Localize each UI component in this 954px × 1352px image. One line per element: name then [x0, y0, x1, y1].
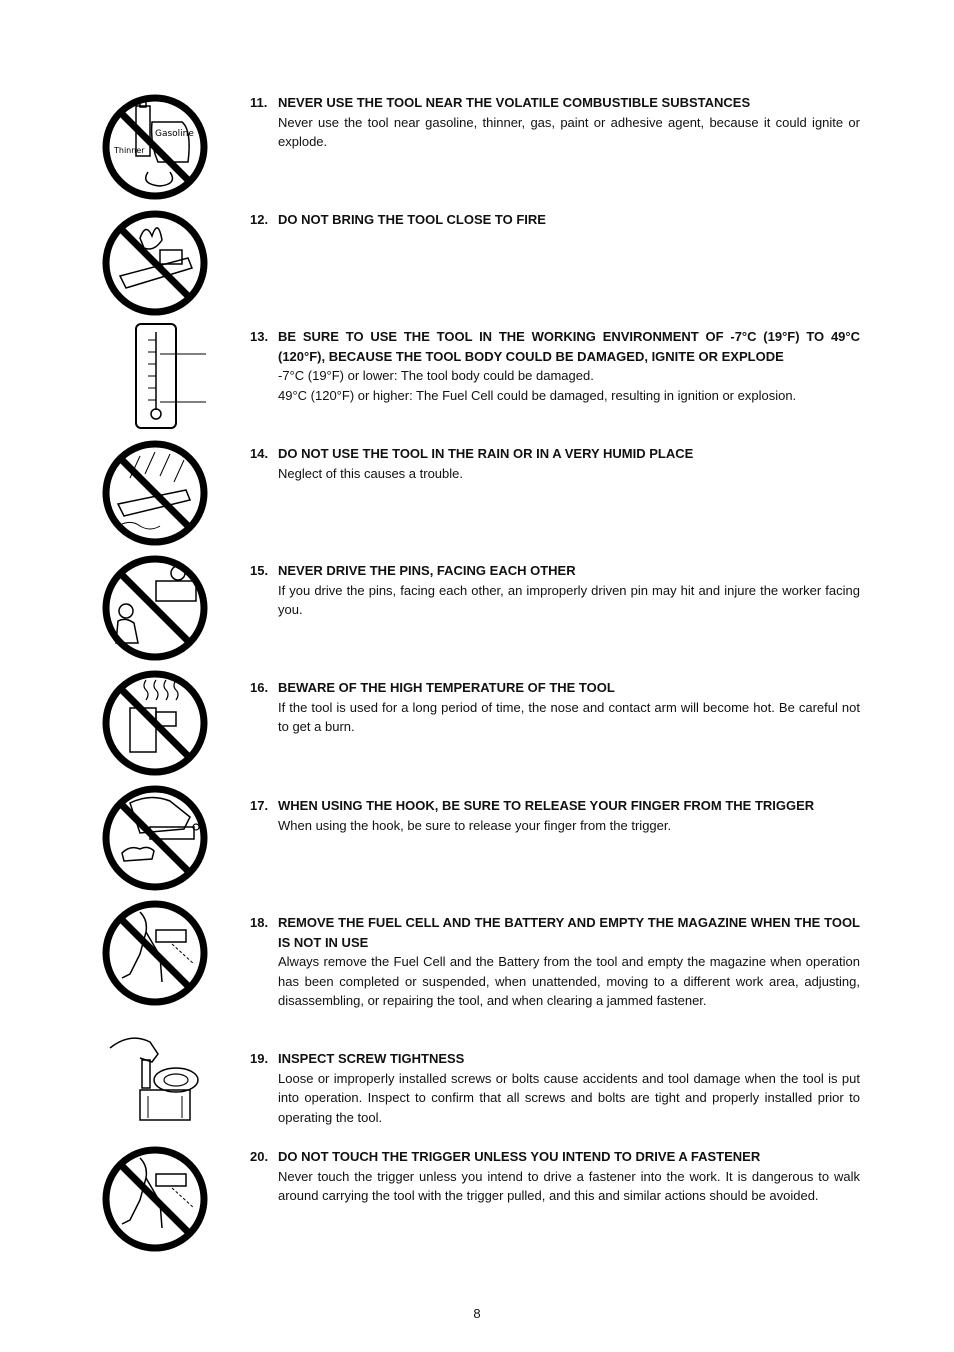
- item-title: DO NOT BRING THE TOOL CLOSE TO FIRE: [278, 212, 546, 227]
- item-title: WHEN USING THE HOOK, BE SURE TO RELEASE YOUR FINGER FROM THE TRIGGER: [278, 798, 815, 813]
- gasoline-label: Gasoline: [155, 129, 194, 139]
- item-title: NEVER USE THE TOOL NEAR THE VOLATILE COMBUSTIBLE SUBSTANCES: [278, 95, 751, 110]
- item-description: Never use the tool near gasoline, thinner, gas, paint or adhesive agent, because it could ignite or explode.: [278, 114, 860, 149]
- item-number: 15.: [250, 563, 269, 578]
- safety-item-19: [250, 1049, 860, 1127]
- safety-item-20: [250, 1147, 860, 1206]
- item-number: 16.: [250, 680, 269, 695]
- item-description: Loose or improperly installed screws or bolts cause accidents and tool damage when the tool is put into operation. Inspect to confirm that all screws and bolts are tight and properly installed prior to operating the tool.: [278, 1070, 860, 1125]
- item-number: 18.: [250, 915, 269, 930]
- no-volatile-substances-icon: [100, 92, 210, 202]
- no-carry-loaded-tool-icon: [100, 898, 210, 1008]
- item-number: 14.: [250, 446, 269, 461]
- item-description: -7°C (19°F) or lower: The tool body could be damaged.: [278, 368, 594, 383]
- item-title: REMOVE THE FUEL CELL AND THE BATTERY AND EMPTY THE MAGAZINE WHEN THE TOOL IS NOT IN USE: [278, 915, 860, 950]
- item-description: When using the hook, be sure to release your finger from the trigger.: [278, 817, 672, 833]
- item-title: INSPECT SCREW TIGHTNESS: [278, 1051, 465, 1066]
- safety-item-12: [250, 210, 860, 230]
- item-number: 13.: [250, 329, 269, 344]
- no-rain-icon: [100, 438, 210, 548]
- item-title: DO NOT TOUCH THE TRIGGER UNLESS YOU INTEND TO DRIVE A FASTENER: [278, 1149, 761, 1164]
- no-hot-tool-icon: [100, 668, 210, 778]
- item-title: NEVER DRIVE THE PINS, FACING EACH OTHER: [278, 563, 576, 578]
- item-description: Never touch the trigger unless you intend to drive a fastener into the work. It is dangerous to walk around carrying the tool with the trigger pulled, and this and similar actions should be avoided.: [278, 1168, 860, 1203]
- safety-item-15: [250, 561, 860, 620]
- safety-item-13: [250, 327, 860, 405]
- no-fire-icon: [100, 208, 210, 318]
- page-number: 8: [473, 1306, 481, 1321]
- item-description: If the tool is used for a long period of time, the nose and contact arm will become hot. Be careful not to get a burn.: [278, 699, 860, 734]
- item-description: Neglect of this causes a trouble.: [278, 465, 463, 481]
- no-facing-workers-icon: [100, 553, 210, 663]
- item-description: Always remove the Fuel Cell and the Battery from the tool and empty the magazine when operation has been completed or suspended, when unattended, moving to a different work area, adjusting, disassembling, or repairing the tool, and when clearing a jammed fastener.: [278, 954, 860, 1008]
- safety-item-14: [250, 444, 860, 483]
- safety-item-11: [250, 93, 860, 152]
- thermometer-icon: [100, 322, 210, 432]
- item-description-2: 49°C (120°F) or higher: The Fuel Cell could be damaged, resulting in ignition or explosion.: [278, 387, 797, 403]
- safety-item-16: [250, 678, 860, 737]
- no-trigger-touch-icon: [100, 1144, 210, 1254]
- item-number: 12.: [250, 212, 269, 227]
- thinner-label: Thinner: [114, 146, 145, 155]
- item-description: If you drive the pins, facing each other, an improperly driven pin may hit and injure the worker facing you.: [278, 582, 860, 617]
- safety-item-18: [250, 913, 860, 1011]
- safety-item-17: [250, 796, 860, 835]
- item-title: BE SURE TO USE THE TOOL IN THE WORKING ENVIRONMENT OF -7°C (19°F) TO 49°C (120°F), BECAUSE THE TOOL BODY COULD BE DAMAGED, IGNITE OR EXPLODE: [278, 329, 860, 364]
- screw-tightness-icon: [100, 1028, 210, 1138]
- item-title: DO NOT USE THE TOOL IN THE RAIN OR IN A VERY HUMID PLACE: [278, 446, 694, 461]
- no-hook-trigger-icon: [100, 783, 210, 893]
- item-number: 11.: [250, 95, 268, 110]
- item-number: 17.: [250, 798, 269, 813]
- item-number: 19.: [250, 1051, 269, 1066]
- item-title: BEWARE OF THE HIGH TEMPERATURE OF THE TOOL: [278, 680, 615, 695]
- item-number: 20.: [250, 1149, 269, 1164]
